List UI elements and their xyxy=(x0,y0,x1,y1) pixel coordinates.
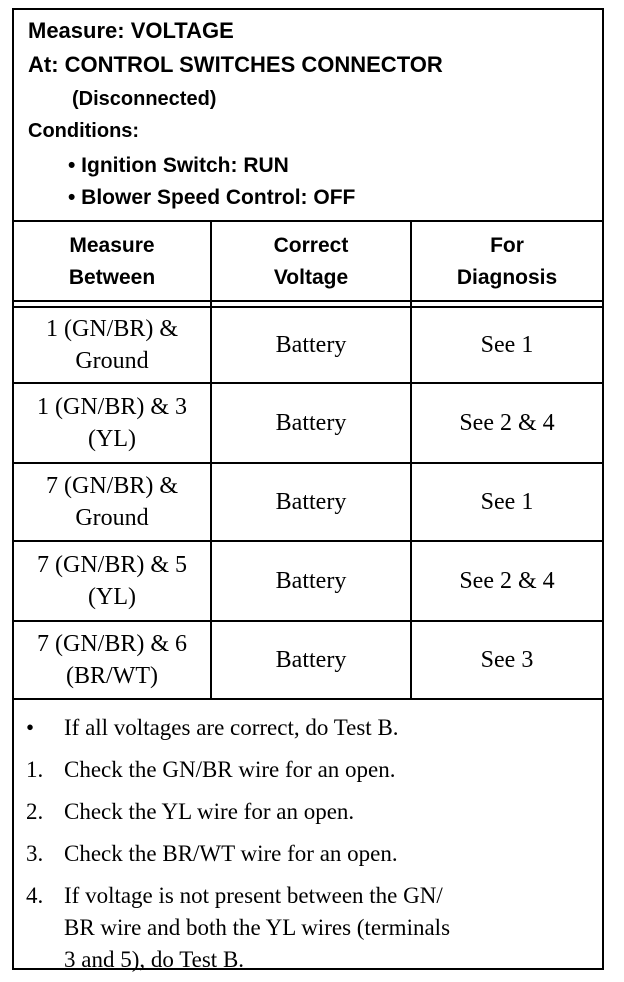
measure-title: Measure: VOLTAGE xyxy=(28,18,234,43)
note-text: Check the YL wire for an open. xyxy=(64,799,355,824)
table-row-5-between: 7 (GN/BR) & 6 (BR/WT) xyxy=(37,631,187,689)
condition-ignition: • Ignition Switch: RUN xyxy=(68,154,289,177)
note-marker: 2. xyxy=(26,799,44,824)
note-text: Check the GN/BR wire for an open. xyxy=(64,757,396,782)
table-row-1-voltage: Battery xyxy=(275,332,347,358)
note-text: If voltage is not present between the GN/ BR wire and both the YL wires (terminals 3 and 5), do Test B. xyxy=(64,883,451,972)
table-row-4-diagnosis: See 2 & 4 xyxy=(459,568,555,594)
condition-blower: • Blower Speed Control: OFF xyxy=(68,186,356,209)
table-row-1-diagnosis: See 1 xyxy=(480,332,534,358)
table-row-4-between: 7 (GN/BR) & 5 (YL) xyxy=(37,552,187,610)
table-row-1-between: 1 (GN/BR) & Ground xyxy=(46,316,178,374)
table-row-3-between: 7 (GN/BR) & Ground xyxy=(46,473,178,531)
column-header-for-diagnosis: For Diagnosis xyxy=(456,234,558,289)
location-title: At: CONTROL SWITCHES CONNECTOR xyxy=(28,52,443,77)
table-row-5-diagnosis: See 3 xyxy=(480,647,534,673)
table-row-3-diagnosis: See 1 xyxy=(480,489,534,515)
table-row-2-voltage: Battery xyxy=(275,410,347,436)
voltage-test-card xyxy=(12,8,604,970)
note-marker: 3. xyxy=(26,841,44,866)
table-row-4-voltage: Battery xyxy=(275,568,347,594)
column-header-correct-voltage: Correct Voltage xyxy=(273,234,349,289)
table-row-2-diagnosis: See 2 & 4 xyxy=(459,410,555,436)
note-marker: • xyxy=(26,715,35,740)
table-row-5-voltage: Battery xyxy=(275,647,347,673)
table-row-2-between: 1 (GN/BR) & 3 (YL) xyxy=(37,394,187,452)
conditions-label: Conditions: xyxy=(28,120,140,142)
note-text: If all voltages are correct, do Test B. xyxy=(64,715,399,740)
column-header-measure-between: Measure Between xyxy=(68,234,156,289)
test-header xyxy=(14,10,602,222)
divider xyxy=(14,300,602,302)
table-row-3-voltage: Battery xyxy=(275,489,347,515)
connector-state: (Disconnected) xyxy=(72,88,217,110)
note-marker: 1. xyxy=(26,757,44,782)
divider xyxy=(14,698,602,700)
note-text: Check the BR/WT wire for an open. xyxy=(64,841,398,866)
note-marker: 4. xyxy=(26,883,44,908)
divider xyxy=(14,220,602,222)
